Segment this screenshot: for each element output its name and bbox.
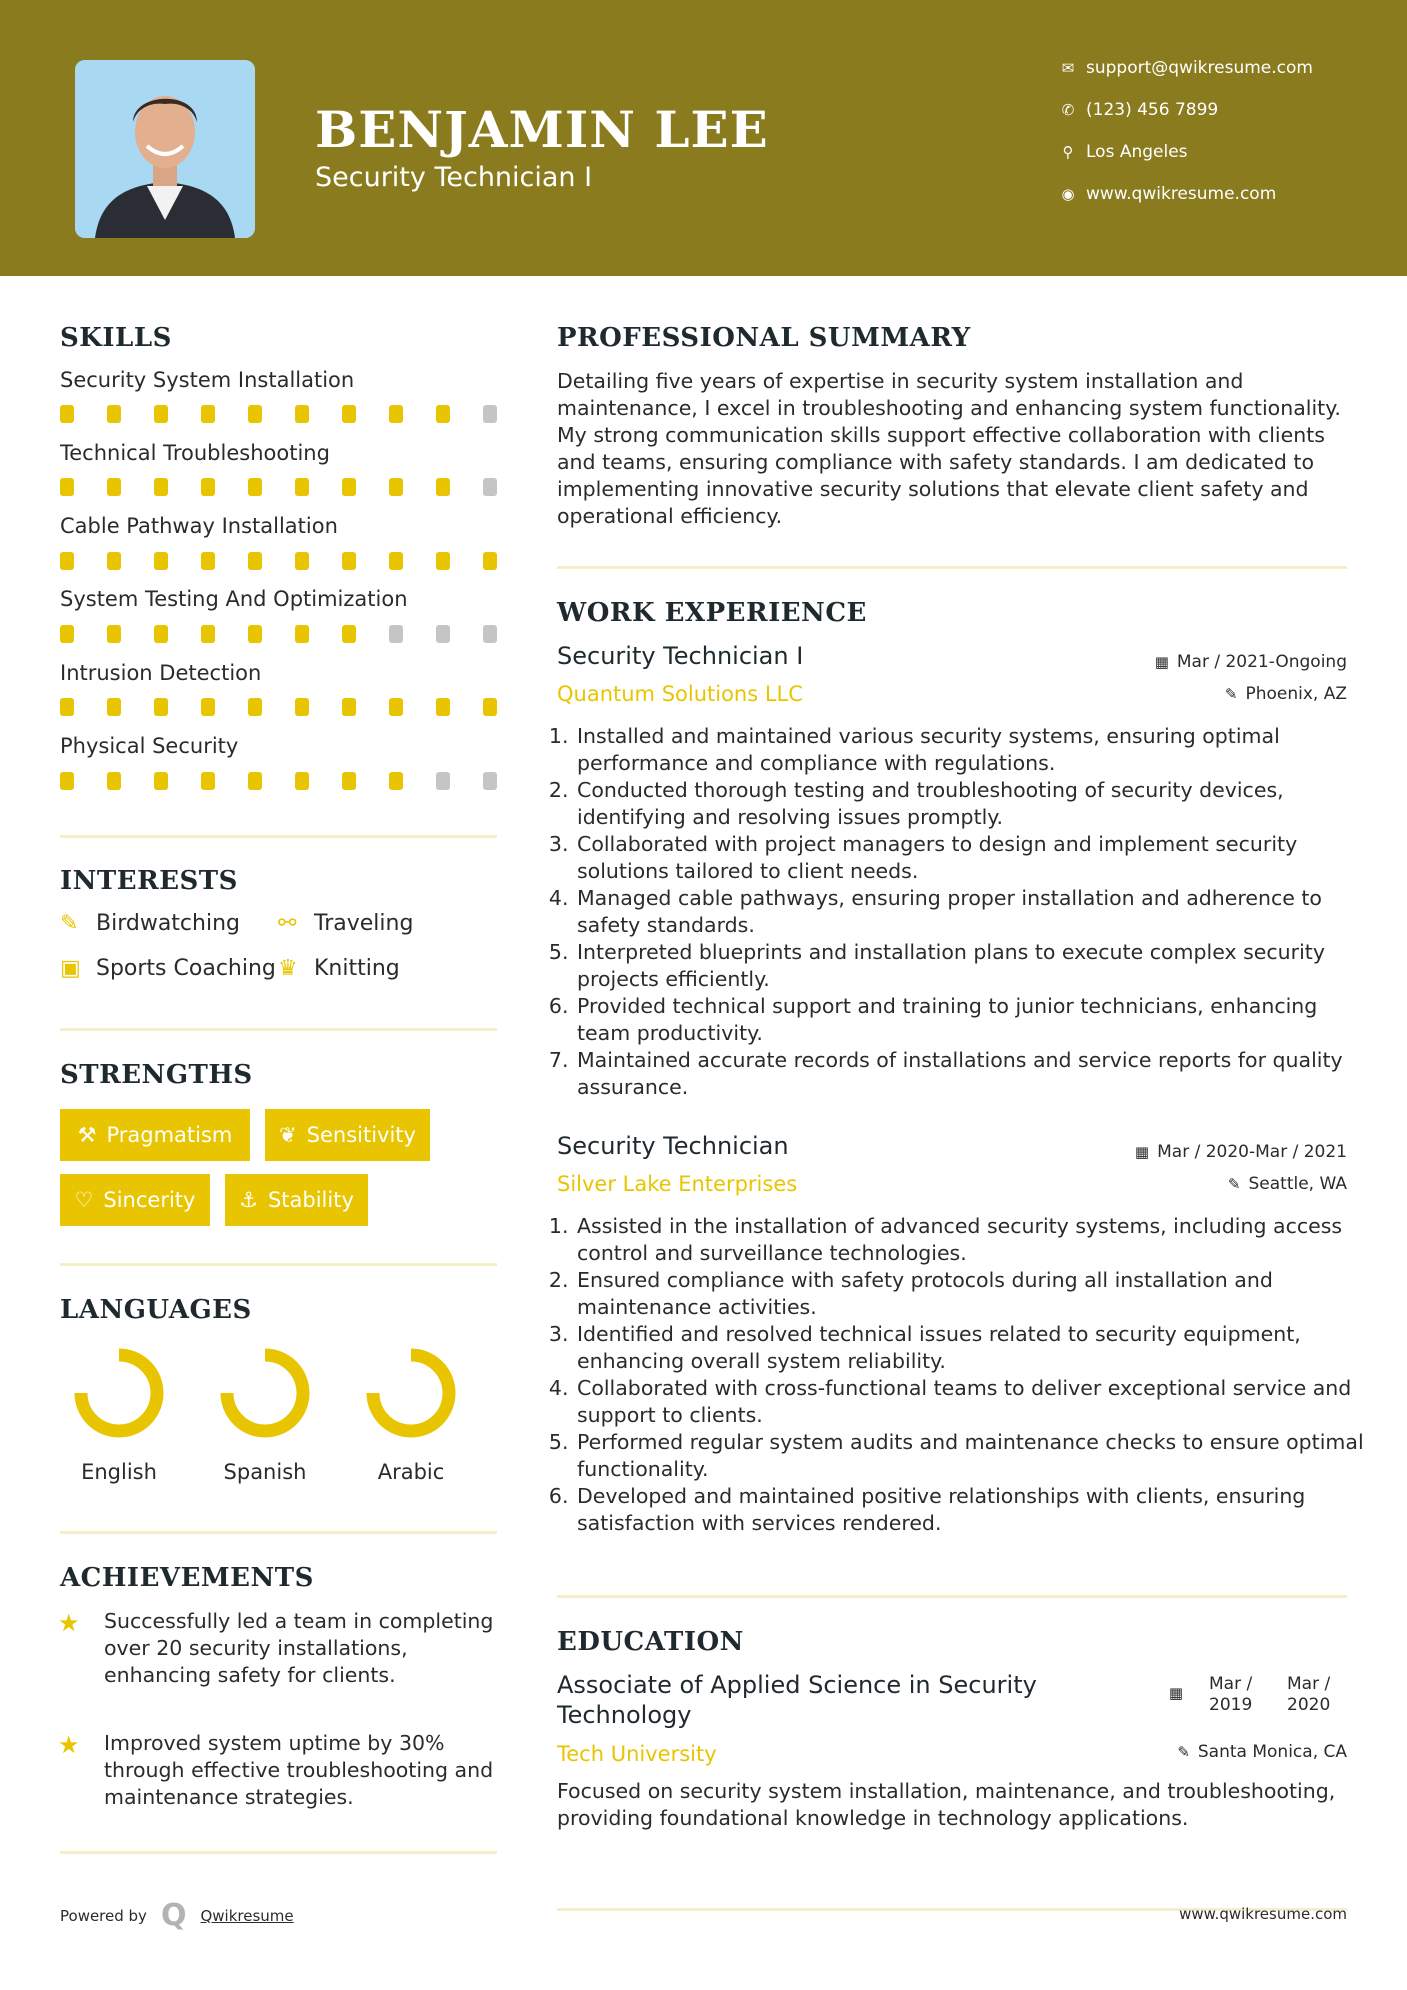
rating-dot-filled	[154, 698, 168, 716]
rating-dot-filled	[389, 698, 403, 716]
rating-dot-filled	[483, 552, 497, 570]
section-divider	[60, 1851, 497, 1854]
pushpin-icon: ✎	[1224, 685, 1238, 703]
interest-item	[60, 956, 276, 981]
calendar-icon: ▦	[1154, 653, 1169, 671]
rating-dot-filled	[295, 552, 309, 570]
strength-label: Sensitivity	[306, 1123, 416, 1147]
languages-heading: LANGUAGES	[60, 1295, 252, 1325]
interest-item	[60, 911, 240, 936]
footer-url[interactable]: www.qwikresume.com	[1179, 1905, 1347, 1923]
rating-dot-filled	[201, 772, 215, 790]
rating-dot-filled	[107, 698, 121, 716]
job-dates-text: Mar / 2021-Ongoing	[1176, 652, 1347, 672]
skill-rating	[60, 552, 500, 570]
rating-dot-filled	[154, 478, 168, 496]
interest-item	[278, 956, 400, 981]
rating-dot-filled	[201, 405, 215, 423]
language-arc	[81, 1355, 157, 1431]
candidate-name: BENJAMIN LEE	[315, 100, 769, 159]
rating-dot-filled	[389, 552, 403, 570]
rating-dot-filled	[436, 478, 450, 496]
school-name: Tech University	[557, 1742, 717, 1766]
rating-dot-filled	[60, 698, 74, 716]
rating-dot-filled	[295, 405, 309, 423]
skill-rating	[60, 772, 500, 790]
language-label: Spanish	[223, 1460, 307, 1484]
map-pin-icon: ⚲	[1062, 143, 1074, 161]
leaf-icon: ❦	[279, 1123, 297, 1147]
rating-dot-filled	[201, 478, 215, 496]
binoculars-icon: ⚯	[278, 911, 297, 936]
rating-dot-filled	[60, 552, 74, 570]
rating-dot-filled	[248, 552, 262, 570]
calendar-icon: ▦	[1134, 1143, 1150, 1161]
rating-dot-filled	[342, 625, 356, 643]
skill-rating	[60, 625, 500, 643]
education-location	[1177, 1742, 1347, 1762]
contact-website[interactable]	[1050, 184, 1276, 204]
section-divider	[557, 1595, 1347, 1598]
rating-dot-filled	[201, 552, 215, 570]
job-dates	[1135, 1142, 1347, 1162]
job-bullet: 6. Provided technical support and training to junior technicians, enhancing team productivity.	[575, 993, 1375, 1047]
summary-text: Detailing five years of expertise in security system installation and maintenance, I excel in troubleshooting and enhancing system functionality. My strong communication skills support effective collaboration with clients and teams, ensuring compliance with safety standards. I am dedicated to implementing innovative security solutions that elevate client safety and operational efficiency.	[557, 369, 1341, 528]
job-dates-text: Mar / 2020-Mar / 2021	[1157, 1142, 1347, 1162]
profile-photo	[75, 60, 255, 238]
rating-dot-filled	[389, 405, 403, 423]
rating-dot-filled	[248, 478, 262, 496]
rating-dot-empty	[483, 478, 497, 496]
language-gauge	[356, 1348, 466, 1438]
rating-dot-filled	[389, 478, 403, 496]
rating-dot-filled	[436, 552, 450, 570]
strength-label: Pragmatism	[106, 1123, 233, 1147]
star-icon: ★	[58, 1609, 80, 1637]
job-location-text: Phoenix, AZ	[1245, 684, 1347, 704]
pushpin-icon: ✎	[1227, 1175, 1241, 1193]
rating-dot-filled	[60, 405, 74, 423]
pencil-square-icon: ✎	[60, 911, 79, 936]
rating-dot-filled	[107, 625, 121, 643]
phone-icon: ✆	[1061, 101, 1075, 119]
strengths-heading: STRENGTHS	[60, 1060, 253, 1090]
education-heading: EDUCATION	[557, 1627, 744, 1657]
rating-dot-empty	[483, 625, 497, 643]
skill-rating	[60, 405, 500, 423]
job-bullets	[557, 1213, 1375, 1537]
strength-badge	[265, 1109, 430, 1161]
interest-label: Birdwatching	[96, 911, 240, 936]
rating-dot-filled	[295, 698, 309, 716]
job-title: Security Technician I	[557, 642, 804, 670]
qwikresume-logo-icon: Q	[160, 1898, 187, 1933]
job-bullet: 3. Identified and resolved technical issues related to security equipment, enhancing overall system reliability.	[575, 1321, 1375, 1375]
rating-dot-filled	[342, 478, 356, 496]
rating-dot-filled	[60, 625, 74, 643]
pushpin-icon: ✎	[1177, 1743, 1190, 1761]
education-description: Focused on security system installation, maintenance, and troubleshooting, providing foundational knowledge in technology applications.	[557, 1779, 1336, 1830]
interest-label: Knitting	[314, 956, 400, 981]
skill-name: Cable Pathway Installation	[60, 514, 338, 538]
education-date-start: Mar / 2019	[1209, 1674, 1253, 1715]
job-bullet: 1. Assisted in the installation of advanced security systems, including access control and surveillance technologies.	[575, 1213, 1375, 1267]
job-bullet: 4. Managed cable pathways, ensuring proper installation and adherence to safety standards.	[575, 885, 1375, 939]
rating-dot-filled	[436, 698, 450, 716]
rating-dot-filled	[107, 552, 121, 570]
language-gauge	[64, 1348, 174, 1438]
contact-location	[1050, 142, 1188, 162]
interest-label: Sports Coaching	[96, 956, 276, 981]
section-divider	[557, 566, 1347, 569]
brand-link[interactable]: Qwikresume	[200, 1906, 294, 1925]
rating-dot-filled	[154, 772, 168, 790]
language-gauge	[210, 1348, 320, 1438]
skill-name: Intrusion Detection	[60, 661, 262, 685]
person-portrait-icon	[75, 60, 255, 238]
interest-item	[278, 911, 413, 936]
rating-dot-filled	[154, 625, 168, 643]
rating-dot-filled	[248, 405, 262, 423]
job-bullet: 5. Interpreted blueprints and installation plans to execute complex security projects efficiently.	[575, 939, 1375, 993]
job-bullet: 1. Installed and maintained various security systems, ensuring optimal performance and compliance with regulations.	[575, 723, 1375, 777]
rating-dot-filled	[60, 772, 74, 790]
achievement-item: Improved system uptime by 30% through effective troubleshooting and maintenance strategies.	[104, 1731, 494, 1809]
experience-heading: WORK EXPERIENCE	[557, 598, 867, 628]
skill-rating	[60, 478, 500, 496]
section-divider	[60, 1531, 497, 1534]
education-location-text: Santa Monica, CA	[1197, 1742, 1347, 1762]
rating-dot-filled	[342, 772, 356, 790]
job-bullet: 2. Conducted thorough testing and troubleshooting of security devices, identifying and resolving issues promptly.	[575, 777, 1375, 831]
summary-heading: PROFESSIONAL SUMMARY	[557, 323, 971, 353]
job-dates	[1155, 652, 1347, 672]
rating-dot-filled	[248, 772, 262, 790]
skill-name: Technical Troubleshooting	[60, 441, 330, 465]
globe-icon: ◉	[1061, 185, 1075, 203]
footer-powered-by	[60, 1898, 294, 1933]
section-divider	[60, 1263, 497, 1266]
rating-dot-filled	[436, 405, 450, 423]
rating-dot-filled	[248, 625, 262, 643]
anchor-icon: ⚓	[239, 1188, 258, 1212]
education-date-end: Mar / 2020	[1287, 1674, 1331, 1715]
trophy-icon: ♛	[278, 956, 298, 981]
section-divider	[60, 835, 497, 838]
strength-badge	[60, 1109, 250, 1161]
contact-location-text: Los Angeles	[1086, 142, 1188, 162]
header-banner	[0, 0, 1407, 276]
job-bullet: 5. Performed regular system audits and maintenance checks to ensure optimal functionality.	[575, 1429, 1375, 1483]
rating-dot-empty	[483, 772, 497, 790]
interest-label: Traveling	[314, 911, 414, 936]
gavel-icon: ⚒	[77, 1123, 97, 1147]
rating-dot-empty	[389, 625, 403, 643]
envelope-icon: ✉	[1061, 59, 1075, 77]
job-bullet: 4. Collaborated with cross-functional teams to deliver exceptional service and support to clients.	[575, 1375, 1375, 1429]
job-bullet: 6. Developed and maintained positive relationships with clients, ensuring satisfaction with services rendered.	[575, 1483, 1375, 1537]
achievement-item: Successfully led a team in completing over 20 security installations, enhancing safety for clients.	[104, 1609, 494, 1687]
powered-by-text: Powered by	[60, 1906, 147, 1925]
rating-dot-empty	[436, 772, 450, 790]
rating-dot-filled	[295, 772, 309, 790]
rating-dot-filled	[295, 478, 309, 496]
contact-email[interactable]	[1050, 58, 1313, 78]
skill-rating	[60, 698, 500, 716]
heart-icon: ♡	[74, 1188, 94, 1212]
education-dates	[1169, 1674, 1347, 1716]
calendar-icon: ▦	[1168, 1684, 1183, 1702]
company-name: Quantum Solutions LLC	[557, 682, 803, 706]
rating-dot-filled	[107, 405, 121, 423]
rating-dot-filled	[389, 772, 403, 790]
star-icon: ★	[58, 1731, 80, 1759]
skills-heading: SKILLS	[60, 323, 172, 353]
rating-dot-filled	[483, 698, 497, 716]
language-arc	[373, 1355, 449, 1431]
strength-label: Stability	[267, 1188, 354, 1212]
job-title: Security Technician	[557, 1132, 789, 1160]
skill-name: Security System Installation	[60, 368, 355, 392]
rating-dot-empty	[436, 625, 450, 643]
strength-badge	[225, 1174, 368, 1226]
rating-dot-filled	[342, 552, 356, 570]
rating-dot-filled	[295, 625, 309, 643]
language-arc	[227, 1355, 303, 1431]
language-label: Arabic	[377, 1460, 445, 1484]
rating-dot-filled	[60, 478, 74, 496]
strength-badge	[60, 1174, 210, 1226]
contact-phone[interactable]	[1050, 100, 1218, 120]
rating-dot-filled	[107, 772, 121, 790]
rating-dot-filled	[154, 552, 168, 570]
rating-dot-filled	[154, 405, 168, 423]
language-label: English	[81, 1460, 157, 1484]
job-location	[1228, 1174, 1347, 1194]
contact-email-text: support@qwikresume.com	[1086, 58, 1313, 78]
achievements-heading: ACHIEVEMENTS	[60, 1563, 314, 1593]
rating-dot-filled	[107, 478, 121, 496]
strength-label: Sincerity	[103, 1188, 196, 1212]
contact-phone-text: (123) 456 7899	[1086, 100, 1219, 120]
degree-title: Associate of Applied Science in Security Technology	[557, 1671, 1037, 1729]
rating-dot-filled	[248, 698, 262, 716]
candidate-role: Security Technician I	[315, 162, 593, 193]
briefcase-icon: ▣	[60, 956, 81, 981]
job-bullet: 7. Maintained accurate records of installations and service reports for quality assurance.	[575, 1047, 1375, 1101]
rating-dot-filled	[342, 698, 356, 716]
job-bullets	[557, 723, 1375, 1101]
section-divider	[60, 1028, 497, 1031]
job-bullet: 2. Ensured compliance with safety protocols during all installation and maintenance activities.	[575, 1267, 1375, 1321]
interests-heading: INTERESTS	[60, 866, 238, 896]
job-location	[1225, 684, 1347, 704]
rating-dot-filled	[201, 698, 215, 716]
company-name: Silver Lake Enterprises	[557, 1172, 798, 1196]
rating-dot-filled	[342, 405, 356, 423]
job-bullet: 3. Collaborated with project managers to design and implement security solutions tailored to client needs.	[575, 831, 1375, 885]
skill-name: System Testing And Optimization	[60, 587, 408, 611]
job-location-text: Seattle, WA	[1248, 1174, 1347, 1194]
skill-name: Physical Security	[60, 734, 239, 758]
rating-dot-filled	[201, 625, 215, 643]
rating-dot-empty	[483, 405, 497, 423]
contact-website-text: www.qwikresume.com	[1086, 184, 1277, 204]
